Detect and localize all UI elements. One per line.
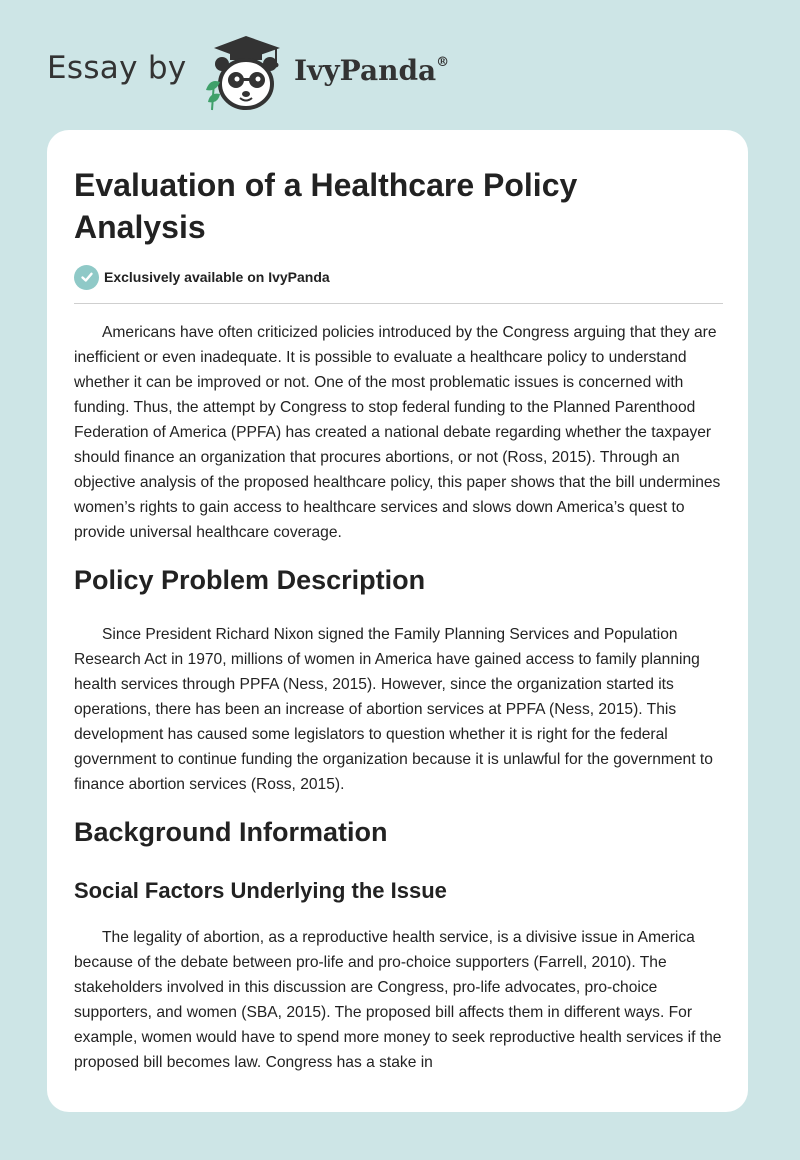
subsection-heading-social-factors: Social Factors Underlying the Issue [74, 878, 447, 903]
exclusive-badge [74, 264, 330, 290]
divider [74, 303, 723, 304]
brand-prefix: Essay by [47, 50, 187, 86]
section-heading-policy-problem: Policy Problem Description [74, 565, 426, 595]
badge-label: Exclusively available on IvyPanda [104, 269, 330, 285]
panda-logo-icon[interactable] [200, 34, 292, 114]
policy-problem-paragraph: Since President Richard Nixon signed the Family Planning Services and Population Research Act in 1970, millions of women in America have gained access to family planning health services through PPFA (Ness, 2015). However, since the organization started its operations, there has been an increase of abortion services at PPFA (Ness, 2015). This development has caused some legislators to question whether it is right for the federal government to continue funding the organization because it is unlawful for the government to finance abortion services (Ross, 2015). [74, 626, 713, 793]
brand-name[interactable]: IvyPanda® [294, 54, 450, 87]
intro-paragraph: Americans have often criticized policies introduced by the Congress arguing that they are inefficient or even inadequate. It is possible to evaluate a healthcare policy to understand whether it can be improved or not. One of the most problematic issues is concerned with funding. Thus, the attempt by Congress to stop federal funding to the Planned Parenthood Federation of America (PPFA) has created a national debate regarding whether the taxpayer should finance an organization that procures abortions, or not (Ross, 2015). Through an objective analysis of the proposed healthcare policy, this paper shows that the bill undermines women’s rights to gain access to healthcare services and slows down America’s quest to provide universal healthcare coverage. [74, 324, 721, 541]
page-title: Evaluation of a Healthcare Policy Analysis [74, 167, 578, 245]
registered-mark: ® [436, 54, 450, 70]
social-factors-paragraph: The legality of abortion, as a reproductive health service, is a divisive issue in America because of the debate between pro-life and pro-choice supporters (Farrell, 2010). The stakeholders involved in this discussion are Congress, pro-life advocates, pro-choice supporters, and women (SBA, 2015). The proposed bill affects them in different ways. For example, women would have to spend more money to seek reproductive health services if the proposed bill becomes law. Congress has a stake in [74, 929, 722, 1071]
site-header [0, 0, 800, 130]
section-heading-background: Background Information [74, 817, 388, 847]
checkmark-icon [74, 265, 99, 290]
article-card [47, 130, 748, 1112]
